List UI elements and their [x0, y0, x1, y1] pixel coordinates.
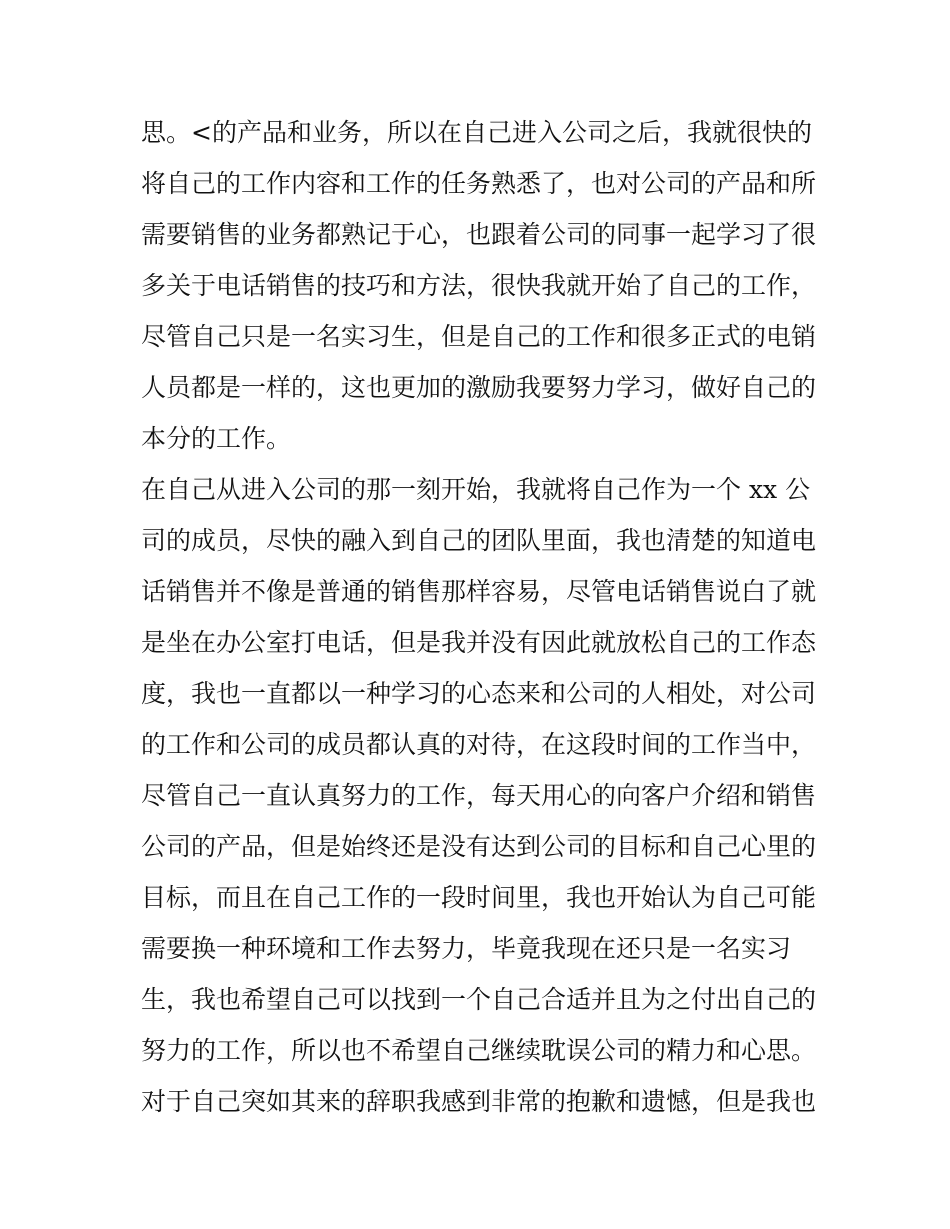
text-line: 尽管自己只是一名实习生，但是自己的工作和很多正式的电销	[141, 322, 817, 351]
text-line: 公司的产品，但是始终还是没有达到公司的目标和自己心里的	[141, 832, 817, 861]
text-line: 对于自己突如其来的辞职我感到非常的抱歉和遗憾，但是我也	[141, 1087, 817, 1116]
text-line: 人员都是一样的，这也更加的激励我要努力学习，做好自己的	[141, 373, 817, 402]
text-line: 本分的工作。	[141, 424, 292, 453]
text-line: 生，我也希望自己可以找到一个自己合适并且为之付出自己的	[141, 985, 817, 1014]
text-line: 多关于电话销售的技巧和方法，很快我就开始了自己的工作，	[141, 271, 817, 300]
text-line: 思。<的产品和业务，所以在自己进入公司之后，我就很快的	[141, 118, 812, 147]
text-line: 在自己从进入公司的那一刻开始，我就将自己作为一个 xx 公	[141, 475, 811, 504]
text-line: 话销售并不像是普通的销售那样容易，尽管电话销售说白了就	[141, 577, 817, 606]
text-line: 将自己的工作内容和工作的任务熟悉了，也对公司的产品和所	[141, 169, 817, 198]
text-line: 需要换一种环境和工作去努力，毕竟我现在还只是一名实习	[141, 934, 792, 963]
text-line: 需要销售的业务都熟记于心，也跟着公司的同事一起学习了很	[141, 220, 817, 249]
text-line: 努力的工作，所以也不希望自己继续耽误公司的精力和心思。	[141, 1036, 817, 1065]
text-line: 司的成员，尽快的融入到自己的团队里面，我也清楚的知道电	[141, 526, 817, 555]
text-line: 是坐在办公室打电话，但是我并没有因此就放松自己的工作态	[141, 628, 817, 657]
text-line: 的工作和公司的成员都认真的对待，在这段时间的工作当中，	[141, 730, 817, 759]
text-line: 目标，而且在自己工作的一段时间里，我也开始认为自己可能	[141, 883, 817, 912]
text-line: 尽管自己一直认真努力的工作，每天用心的向客户介绍和销售	[141, 781, 817, 810]
body-text	[141, 107, 821, 1127]
text-line: 度，我也一直都以一种学习的心态来和公司的人相处，对公司	[141, 679, 817, 708]
